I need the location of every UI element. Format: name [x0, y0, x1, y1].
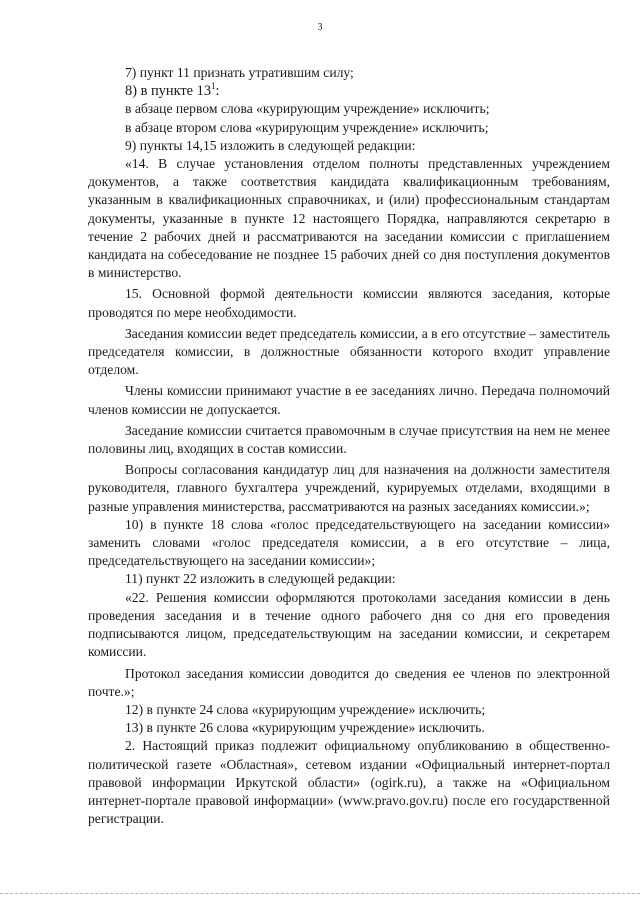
page-number: 3 [317, 22, 323, 33]
superscript: 1 [211, 81, 216, 92]
paragraph-item-7: 7) пункт 11 признать утратившим силу; [125, 65, 354, 80]
paragraph-abzac-2: в абзаце втором слова «курирующим учреждение» исключить; [125, 119, 489, 135]
paragraph-point-22: «22. Решения комиссии оформляются протоколами заседания комиссии в день проведения заседания и в течение одного рабочего дня со дня его проведения подписываются лицом, председательствующим на заседании комиссии, и секретарем комиссии. [88, 589, 610, 660]
paragraph-abzac-1: в абзаце первом слова «курирующим учреждение» исключить; [125, 101, 490, 117]
item-8-colon: : [215, 83, 220, 100]
paragraph-item-9: 9) пункты 14,15 изложить в следующей редакции: [125, 137, 416, 153]
paragraph-item-13: 13) в пункте 26 слова «курирующим учреждение» исключить. [125, 720, 485, 736]
paragraph-point-15: 15. Основной формой деятельности комиссии являются заседания, которые проводятся по мере необходимости. [88, 286, 610, 320]
paragraph-publication: 2. Настоящий приказ подлежит официальному опубликованию в общественно-политической газете «Областная», сетевом издании «Официальный интернет-портал правовой информации Иркутской области» (ogirk.ru), а также на «Официальном интернет-портале правовой информации» (www.pravo.gov.ru) после его государственной регистрации. [88, 738, 610, 827]
paragraph-point-14: «14. В случае установления отделом полноты представленных учреждением документов, а также соответствия кандидата квалификационным требованиям, указанным в квалификационных справочниках, и (или) профессиональным стандартам документы, указанные в пункте 12 настоящего Порядка, направляются секретарю в течение 2 рабочих дней и рассматриваются на заседании комиссии с приглашением кандидата на собеседование не позднее 15 рабочих дней со дня поступления документов в министерство. [88, 156, 610, 281]
paragraph-questions: Вопросы согласования кандидатур лиц для назначения на должности заместителя руководителя, главного бухгалтера учреждений, курируемых отделами, входящими в разные управления министерства, рассматриваются на разных заседаниях комиссии.»; [88, 462, 610, 514]
paragraph-members: Члены комиссии принимают участие в ее заседаниях лично. Передача полномочий членов комиссии не допускается. [88, 383, 610, 417]
item-8-text: 8) в пункте 13 [125, 83, 212, 100]
document-body [88, 64, 610, 828]
paragraph-item-11: 11) пункт 22 изложить в следующей редакции: [125, 571, 396, 587]
paragraph-item-10: 10) в пункте 18 слова «голос председательствующего на заседании комиссии» заменить словами «голос председателя комиссии, а в его отсутствие – лица, председательствующего на заседании комиссии»; [88, 516, 610, 569]
paragraph-quorum: Заседание комиссии считается правомочным в случае присутствия на нем не менее половины лиц, входящих в состав комиссии. [88, 422, 610, 457]
page-edge-divider [0, 893, 640, 894]
paragraph-protocol: Протокол заседания комиссии доводится до сведения ее членов по электронной почте.»; [88, 665, 610, 699]
paragraph-chair: Заседания комиссии ведет председатель комиссии, а в его отсутствие – заместитель председателя комиссии, в должностные обязанности которого входит управление отделом. [88, 325, 610, 378]
paragraph-item-12: 12) в пункте 24 слова «курирующим учреждение» исключить; [125, 701, 486, 717]
paragraph-item-8 [88, 82, 610, 100]
